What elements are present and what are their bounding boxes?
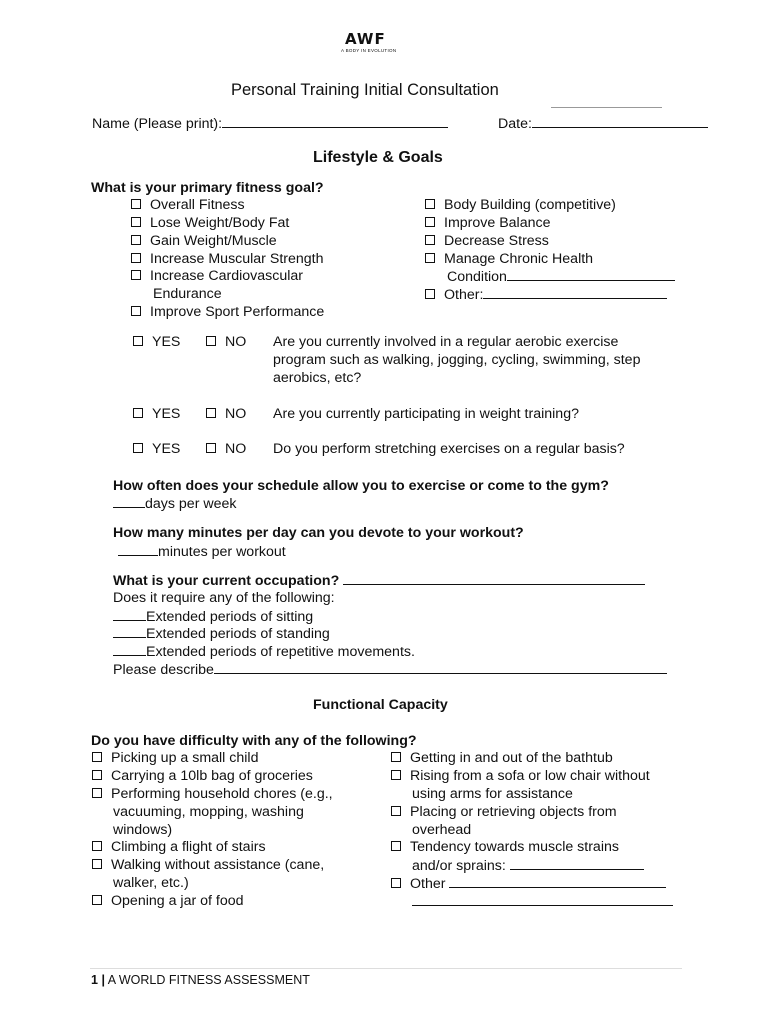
difficulty-option[interactable]: Other <box>391 875 666 893</box>
checkbox[interactable] <box>425 199 435 209</box>
checkbox[interactable] <box>425 235 435 245</box>
date-field[interactable] <box>498 115 708 133</box>
section-heading-functional: Functional Capacity <box>313 697 448 713</box>
no-option[interactable]: NO <box>206 441 246 458</box>
difficulty-option-continued: using arms for assistance <box>412 786 573 802</box>
checkbox[interactable] <box>391 841 401 851</box>
minutes-question: How many minutes per day can you devote to your workout? <box>113 525 524 541</box>
goal-option[interactable]: Improve Sport Performance <box>131 304 324 321</box>
section-heading-lifestyle: Lifestyle & Goals <box>313 149 443 166</box>
logo-mark: AWF <box>345 30 386 48</box>
occupation-input-line[interactable] <box>343 572 645 585</box>
other-difficulty-extra-line[interactable] <box>412 893 673 911</box>
difficulty-option[interactable]: Climbing a flight of stairs <box>92 839 266 856</box>
minutes-field[interactable]: minutes per workout <box>118 543 286 561</box>
checkbox[interactable] <box>133 443 143 453</box>
difficulty-option[interactable]: Tendency towards muscle strains <box>391 839 619 856</box>
occupation-item[interactable]: Extended periods of repetitive movements. <box>113 643 415 661</box>
occupation-item[interactable]: Extended periods of standing <box>113 625 330 643</box>
yn-question-stretching: Do you perform stretching exercises on a regular basis? <box>273 441 625 457</box>
footer-divider <box>90 968 682 969</box>
footer-separator: | <box>101 973 105 987</box>
yn-question-weights: Are you currently participating in weight training? <box>273 406 579 422</box>
checkbox[interactable] <box>391 806 401 816</box>
checkbox[interactable] <box>391 752 401 762</box>
checkbox[interactable] <box>206 408 216 418</box>
difficulty-option[interactable]: Carrying a 10lb bag of groceries <box>92 768 313 785</box>
checkbox[interactable] <box>131 235 141 245</box>
goal-option[interactable]: Gain Weight/Muscle <box>131 233 277 250</box>
occupation-item[interactable]: Extended periods of sitting <box>113 608 313 626</box>
other-difficulty-input-line[interactable] <box>449 875 666 888</box>
logo-tagline: A BODY IN EVOLUTION <box>341 48 397 53</box>
occupation-field[interactable]: What is your current occupation? <box>113 572 645 590</box>
date-label: Date: <box>498 116 532 132</box>
no-option[interactable]: NO <box>206 334 246 351</box>
awf-logo <box>335 32 407 56</box>
checkbox[interactable] <box>131 217 141 227</box>
checkbox[interactable] <box>131 270 141 280</box>
describe-input-line[interactable] <box>214 661 667 674</box>
checkbox[interactable] <box>92 788 102 798</box>
title-underline-mark <box>551 107 662 108</box>
goal-option[interactable]: Increase Cardiovascular <box>131 268 303 285</box>
occupation-item-line[interactable] <box>113 608 146 621</box>
checkbox[interactable] <box>391 878 401 888</box>
goal-option[interactable]: Increase Muscular Strength <box>131 251 324 268</box>
sprains-input-line[interactable] <box>510 857 644 870</box>
checkbox[interactable] <box>92 752 102 762</box>
checkbox[interactable] <box>131 306 141 316</box>
days-input-line[interactable] <box>113 495 145 508</box>
checkbox[interactable] <box>92 841 102 851</box>
days-field[interactable]: days per week <box>113 495 236 513</box>
checkbox[interactable] <box>425 217 435 227</box>
goal-option[interactable]: Improve Balance <box>425 215 550 232</box>
checkbox[interactable] <box>425 253 435 263</box>
checkbox[interactable] <box>206 443 216 453</box>
difficulty-option[interactable]: Placing or retrieving objects from <box>391 804 617 821</box>
yn-question-aerobic: Are you currently involved in a regular aerobic exercise program such as walking, jogging, cycling, swimming, step aerobics, etc? <box>273 334 641 386</box>
goal-option[interactable]: Other: <box>425 286 667 304</box>
difficulty-option[interactable]: Walking without assistance (cane, <box>92 857 324 874</box>
checkbox[interactable] <box>133 336 143 346</box>
occupation-item-line[interactable] <box>113 643 146 656</box>
occupation-subquestion: Does it require any of the following: <box>113 590 335 606</box>
checkbox[interactable] <box>133 408 143 418</box>
difficulty-option[interactable]: Performing household chores (e.g., <box>92 786 333 803</box>
difficulty-option[interactable]: Picking up a small child <box>92 750 258 767</box>
difficulty-option[interactable]: Getting in and out of the bathtub <box>391 750 613 767</box>
difficulty-option-continued[interactable]: and/or sprains: <box>412 857 644 875</box>
difficulty-option-continued: windows) <box>113 822 173 838</box>
checkbox[interactable] <box>131 199 141 209</box>
goal-option[interactable]: Manage Chronic Health <box>425 251 593 268</box>
difficulty-option[interactable]: Opening a jar of food <box>92 893 244 910</box>
page-number: 1 <box>91 973 98 987</box>
minutes-input-line[interactable] <box>118 543 158 556</box>
yes-option[interactable]: YES <box>133 441 180 458</box>
name-field[interactable] <box>92 115 448 133</box>
checkbox[interactable] <box>92 770 102 780</box>
difficulty-question: Do you have difficulty with any of the following? <box>91 733 417 749</box>
occupation-item-line[interactable] <box>113 625 146 638</box>
checkbox[interactable] <box>92 859 102 869</box>
page-footer <box>91 972 310 988</box>
checkbox[interactable] <box>206 336 216 346</box>
name-label: Name (Please print): <box>92 116 223 132</box>
difficulty-option-continued: overhead <box>412 822 472 838</box>
goal-option-continued: Endurance <box>153 286 222 302</box>
yes-option[interactable]: YES <box>133 406 180 423</box>
other-goal-input-line[interactable] <box>483 286 667 299</box>
checkbox[interactable] <box>425 289 435 299</box>
footer-text: A WORLD FITNESS ASSESSMENT <box>107 973 310 987</box>
describe-field[interactable]: Please describe <box>113 661 667 679</box>
schedule-question: How often does your schedule allow you to exercise or come to the gym? <box>113 478 609 494</box>
goal-option-continued[interactable]: Condition <box>447 268 675 286</box>
yes-option[interactable]: YES <box>133 334 180 351</box>
condition-input-line[interactable] <box>507 268 675 281</box>
goal-option[interactable]: Decrease Stress <box>425 233 549 250</box>
difficulty-option-continued: vacuuming, mopping, washing <box>113 804 304 820</box>
checkbox[interactable] <box>391 770 401 780</box>
goal-option[interactable]: Overall Fitness <box>131 197 245 214</box>
name-input-line[interactable] <box>222 115 448 128</box>
goal-question: What is your primary fitness goal? <box>91 180 324 196</box>
no-option[interactable]: NO <box>206 406 246 423</box>
difficulty-option-continued: walker, etc.) <box>113 875 189 891</box>
checkbox[interactable] <box>92 895 102 905</box>
page-title: Personal Training Initial Consultation <box>231 81 499 99</box>
goal-option[interactable]: Lose Weight/Body Fat <box>131 215 289 232</box>
goal-option[interactable]: Body Building (competitive) <box>425 197 616 214</box>
checkbox[interactable] <box>131 253 141 263</box>
date-input-line[interactable] <box>532 115 708 128</box>
difficulty-option[interactable]: Rising from a sofa or low chair without <box>391 768 650 785</box>
